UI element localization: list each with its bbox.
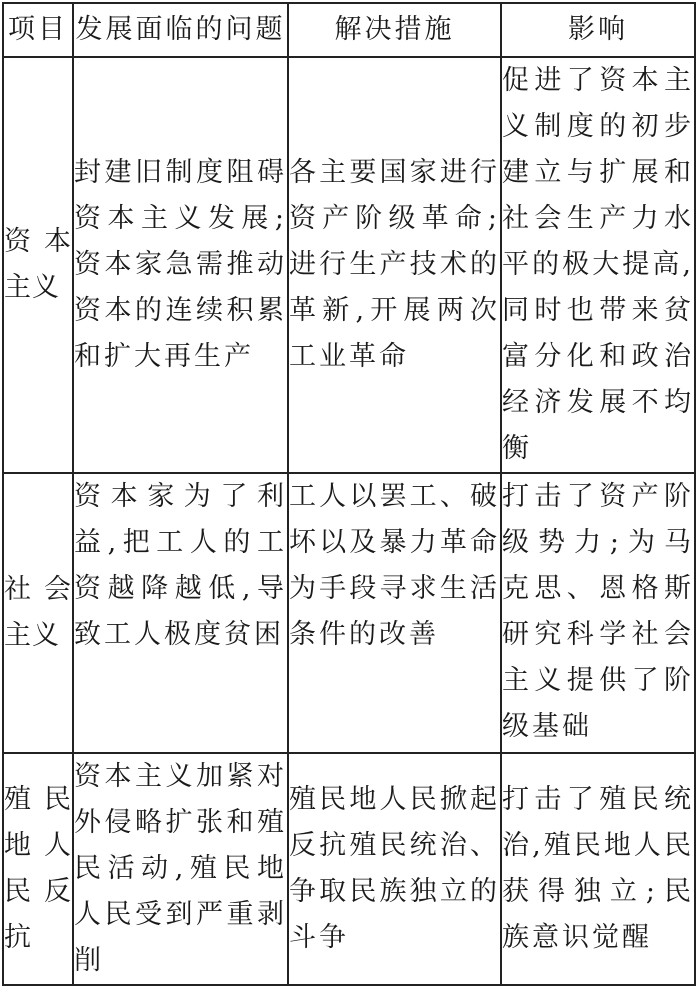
row-item: 资本主义	[3, 57, 73, 473]
header-item: 项目	[3, 3, 73, 57]
comparison-table	[2, 2, 696, 986]
header-impact: 影响	[501, 3, 695, 57]
row-problem: 资本家为了利益,把工人的工资越降越低,导致工人极度贫困	[73, 473, 288, 753]
row-problem: 封建旧制度阻碍资本主义发展;资本家急需推动资本的连续积累和扩大再生产	[73, 57, 288, 473]
row-impact: 打击了殖民统治,殖民地人民获得独立;民族意识觉醒	[501, 753, 695, 985]
table-row	[3, 57, 695, 473]
header-row	[3, 3, 695, 57]
row-impact: 打击了资产阶级势力;为马克思、恩格斯研究科学社会主义提供了阶级基础	[501, 473, 695, 753]
header-measure: 解决措施	[288, 3, 501, 57]
row-item: 殖民地人民反抗	[3, 753, 73, 985]
row-measure: 各主要国家进行资产阶级革命;进行生产技术的革新,开展两次工业革命	[288, 57, 501, 473]
row-impact: 促进了资本主义制度的初步建立与扩展和社会生产力水平的极大提高,同时也带来贫富分化和政治经济发展不均衡	[501, 57, 695, 473]
header-problem: 发展面临的问题	[73, 3, 288, 57]
row-measure: 工人以罢工、破坏以及暴力革命为手段寻求生活条件的改善	[288, 473, 501, 753]
table-row	[3, 753, 695, 985]
row-measure: 殖民地人民掀起反抗殖民统治、争取民族独立的斗争	[288, 753, 501, 985]
row-problem: 资本主义加紧对外侵略扩张和殖民活动,殖民地人民受到严重剥削	[73, 753, 288, 985]
row-item: 社会主义	[3, 473, 73, 753]
table-row	[3, 473, 695, 753]
